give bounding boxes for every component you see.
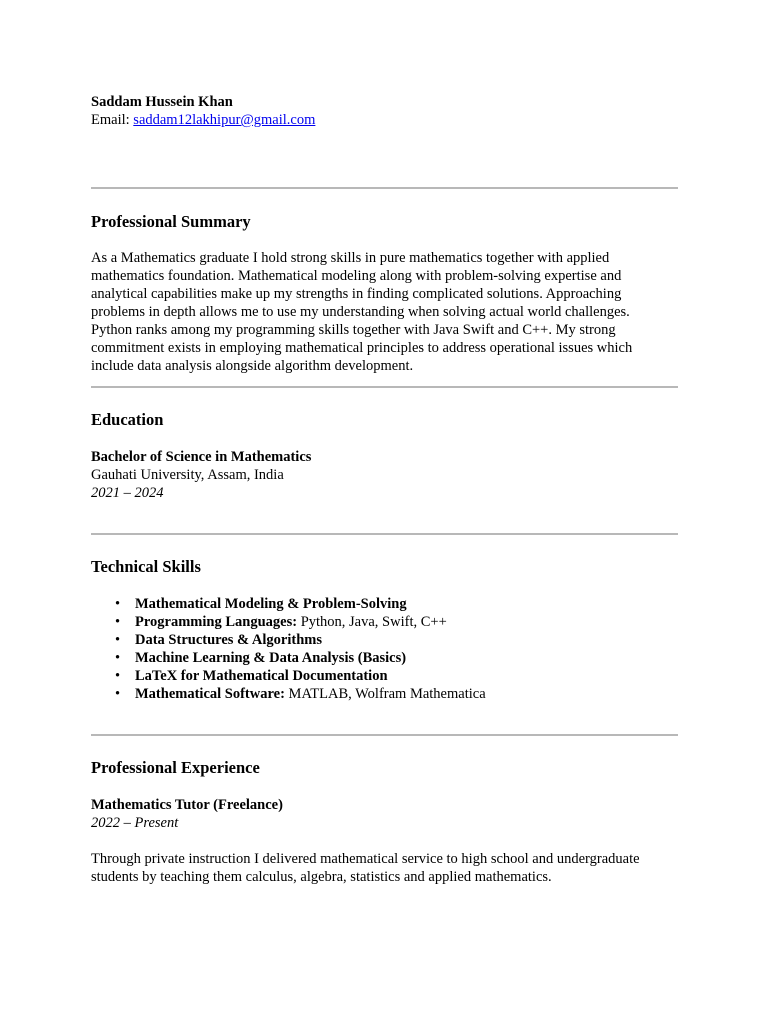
email-row	[91, 111, 678, 129]
skill-label: Programming Languages:	[135, 614, 298, 630]
divider	[91, 187, 678, 189]
experience-heading: Professional Experience	[91, 758, 260, 777]
skill-label: Machine Learning & Data Analysis (Basics)	[135, 650, 407, 666]
job-period: 2022 – Present	[91, 815, 179, 831]
list-item	[135, 649, 678, 667]
skills-heading: Technical Skills	[91, 557, 201, 576]
summary-text: As a Mathematics graduate I hold strong skills in pure mathematics together with applied mathematics foundation. Mathematical modeling along with problem-solving expertise and analytical capabilities make up my strengths in finding complicated solutions. Approaching problems in depth allows me to use my understanding when solving actual world challenges. Python ranks among my programming skills together with Java Swift and C++. My strong commitment exists in employing mathematical principles to address operational issues which include data analysis alongside algorithm development.	[91, 250, 633, 374]
list-item	[135, 667, 678, 685]
skill-detail: MATLAB, Wolfram Mathematica	[284, 686, 486, 702]
divider	[91, 734, 678, 736]
list-item	[135, 613, 678, 631]
experience-entry	[91, 796, 678, 832]
divider	[91, 386, 678, 388]
contact-block	[91, 93, 678, 129]
list-item	[135, 631, 678, 649]
education-heading: Education	[91, 410, 164, 429]
divider	[91, 533, 678, 535]
job-description: Through private instruction I delivered mathematical service to high school and undergraduate students by teaching them calculus, algebra, statistics and applied mathematics.	[91, 851, 640, 885]
degree-title: Bachelor of Science in Mathematics	[91, 449, 312, 465]
skill-label: Mathematical Modeling & Problem-Solving	[135, 596, 407, 612]
candidate-name: Saddam Hussein Khan	[91, 94, 233, 110]
job-title: Mathematics Tutor (Freelance)	[91, 797, 283, 813]
list-item	[135, 595, 678, 613]
list-item	[135, 685, 678, 703]
email-link[interactable]: saddam12lakhipur@gmail.com	[133, 112, 316, 128]
skill-detail: Python, Java, Swift, C++	[297, 614, 447, 630]
skills-list	[91, 595, 678, 703]
email-label: Email:	[91, 112, 134, 128]
institution: Gauhati University, Assam, India	[91, 467, 284, 483]
skill-label: Data Structures & Algorithms	[135, 632, 323, 648]
education-years: 2021 – 2024	[91, 485, 164, 501]
summary-heading: Professional Summary	[91, 212, 251, 231]
skill-label: Mathematical Software:	[135, 686, 285, 702]
skill-label: LaTeX for Mathematical Documentation	[135, 668, 388, 684]
education-entry	[91, 448, 678, 502]
